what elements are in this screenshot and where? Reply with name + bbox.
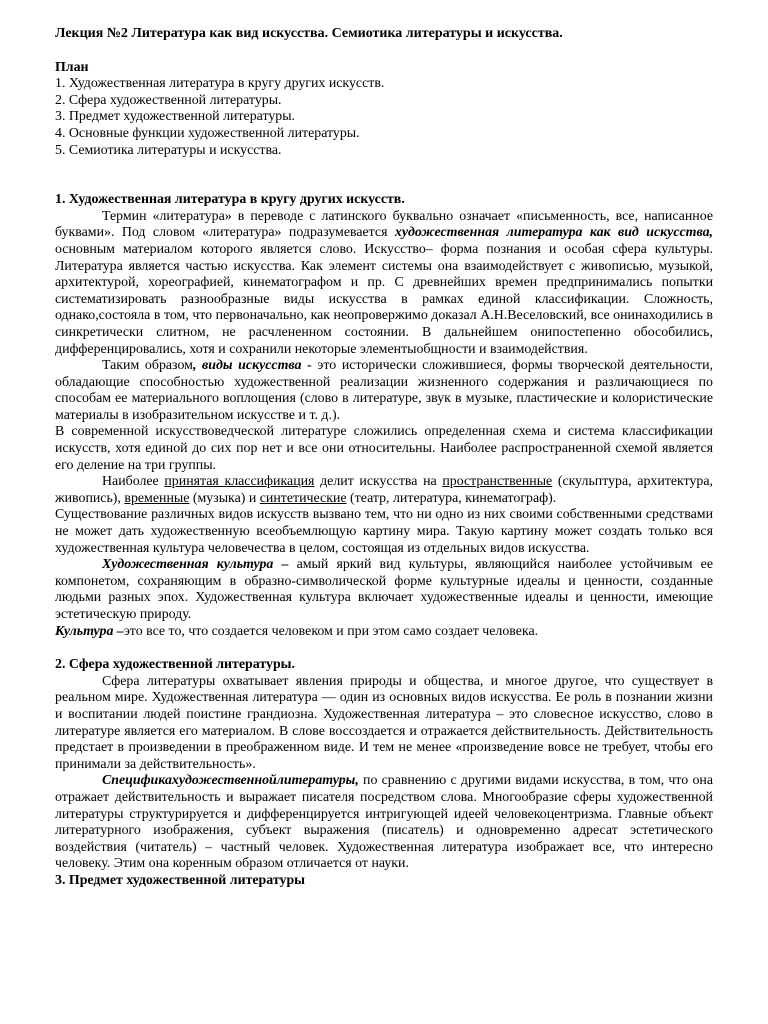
text-run: амый яркий вид культуры, являющийся наиболее устойчивым ее компонетом, сохраняющим в образно-символической форме культурные идеалы и ценности, созданные людьми разных эпох. Художественная культура включает художественные идеалы и ценности, имеющие эстетическую природу. <box>55 557 714 622</box>
section-1-paragraph-6 <box>55 557 713 623</box>
plan-item: 1. Художественная литература в кругу других искусств. <box>55 76 385 92</box>
emphasis-text: художественная литература как вид искусства, <box>394 225 714 241</box>
underlined-term: пространственные <box>442 474 553 490</box>
section-1-paragraph-2 <box>55 358 713 424</box>
section-1-paragraph-7 <box>55 624 713 641</box>
section-1-paragraph-5: Существование различных видов искусств вызвано тем, что ни одно из них своими собственными средствами не может дать художественную всеобъемлющую картину мира. Такую картину может создать только вся художественная культура человечества в целом, состоящая из отдельных видов искусства. <box>55 507 713 556</box>
underlined-term: синтетические <box>259 490 347 506</box>
lecture-title: Лекция №2 Литература как вид искусства. Семиотика литературы и искусства. <box>55 26 563 41</box>
text-run: (музыка) и <box>189 490 260 506</box>
text-run: (скульптура, архитектура, живопись), <box>55 474 713 506</box>
section-1-paragraph-1 <box>55 209 713 358</box>
text-run: это исторически сложившиеся, формы творческой деятельности, обладающие способностью художественной реализации жизненного содержания и различающиеся по способам ее материального воплощения (слово в литературе, звук в музыке, пластические и колористические материалы в изобразительном искусстве и т. д.). <box>55 358 714 423</box>
section-2-paragraph-1: Сфера литературы охватывает явления природы и общества, и многое другое, что существует в реальном мире. Художественная литература — один из основных видов искусства. Ее роль в познании жизни и воспитании людей поистине грандиозна. Художественная литература – это словесное искусство, слово в литературе является его материалом. В слове воссоздается и отражается действительность. Действительность предстает в произведении в преображенном виде. И тем не менее «произведение вовсе не требует, чтобы его принимали за действительность». <box>55 673 713 772</box>
section-2-heading: 2. Сфера художественной литературы. <box>55 657 295 673</box>
emphasis-text: Спецификахудожественнойлитературы, <box>102 773 359 789</box>
plan-item: 3. Предмет художественной литературы. <box>55 109 296 125</box>
plan-heading: План <box>55 59 89 75</box>
plan-item: 2. Сфера художественной литературы. <box>55 92 282 108</box>
section-1-paragraph-3: В современной искусствоведческой литературе сложились определенная схема и система классификации искусств, хотя единой до сих пор нет и все они относительны. Наиболее распространенной схемой является его деление на три группы. <box>55 424 713 473</box>
underlined-term: временные <box>124 490 190 506</box>
emphasis-text: , виды искусства - <box>192 358 312 374</box>
emphasis-text: Художественная культура – <box>102 557 289 573</box>
section-3-heading: 3. Предмет художественной литературы <box>55 872 306 888</box>
text-run: делит искусства на <box>314 474 443 490</box>
text-run: по сравнению с другими видами искусства, в том, что она отражает действительность и выражает писателя посредством слова. Многообразие сферы художественной литературы структурируется и дифференцируется интригующей идеей человекоцентризма. Главные объект литературного изображения, субъект выражения (писатель) и одновременно адресат эстетического воздействия (читатель) – частный человек. Художественная литература изображает все, что интересно человеку. Этим она коренным образом отличается от науки. <box>55 773 713 872</box>
underlined-term: принятая классификация <box>164 474 315 490</box>
emphasis-text: Культура – <box>55 623 124 639</box>
plan-item: 4. Основные функции художественной литературы. <box>55 125 360 141</box>
text-run: (театр, литература, кинематограф). <box>346 490 557 506</box>
section-1-paragraph-4 <box>55 474 713 507</box>
plan-item: 5. Семиотика литературы и искусства. <box>55 142 282 158</box>
text-run: Таким образом <box>102 358 193 374</box>
document-page <box>55 26 713 890</box>
section-2-paragraph-2 <box>55 773 713 873</box>
text-run: это все то, что создается человеком и при этом само создает человека. <box>123 623 539 639</box>
text-run: Термин «литература» в переводе с латинского буквально означает «письменность, все, написанное буквами». Под словом «литература» подразумевается <box>55 208 713 241</box>
text-run: Наиболее <box>102 474 165 490</box>
text-run: основным материалом которого является слово. Искусство– форма познания и особая сфера культуры. Литература является частью искусства. Как элемент системы она взаимодействует с живописью, музыкой, архитектурой, хореографией, кинематографом и пр. С древнейших времен предпринимались попытки систематизировать разнообразные виды искусства в рамках единой классификации. Сложность, однако,состояла в том, что первоначально, как неопровержимо доказал А.Н.Веселовский, все онинаходились в синкретически слитном, не расчлененном состоянии. В дальнейшем онипостепенно обособились, дифференцировались, хотя и сохранили некоторые элементыобщности и взаимодействия. <box>55 241 713 357</box>
section-1-heading: 1. Художественная литература в кругу других искусств. <box>55 192 405 208</box>
